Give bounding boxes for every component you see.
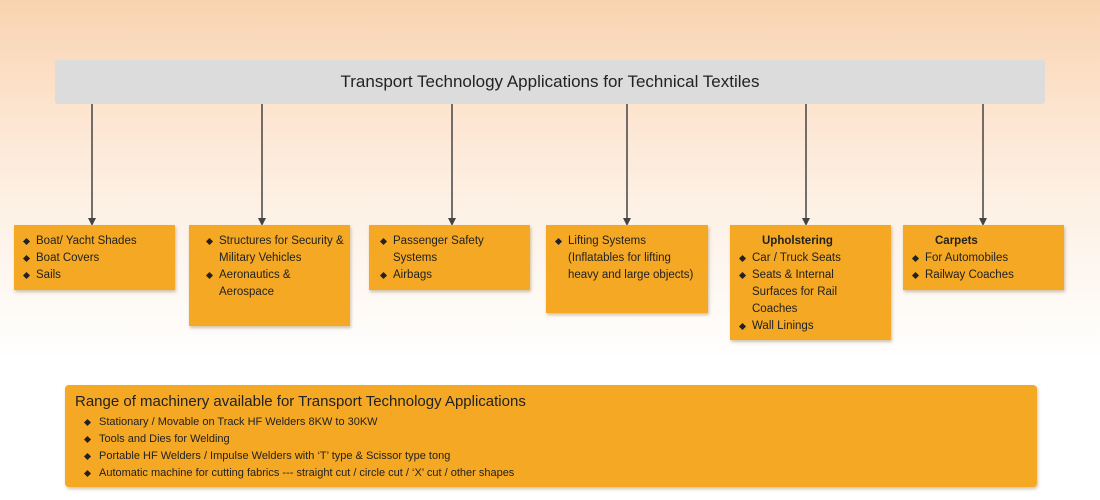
category-item: Railway Coaches [911,267,1056,284]
machinery-panel [65,385,1037,487]
category-item: Seats & Internal Surfaces for Rail Coaches [738,267,883,318]
category-list-passenger-safety [379,233,522,284]
category-box-passenger-safety [369,225,530,290]
category-item: Car / Truck Seats [738,250,883,267]
category-list-lifting [554,233,702,284]
category-item: Boat/ Yacht Shades [22,233,167,250]
category-box-lifting [546,225,708,313]
category-heading: Upholstering [762,235,833,247]
category-item: Aeronautics & Aerospace [205,267,344,301]
category-item: Lifting Systems (Inflatables for lifting heavy and large objects) [554,233,702,284]
category-box-upholstering [730,225,891,340]
diagram-title-text: Transport Technology Applications for Technical Textiles [340,72,760,91]
category-list-boats [22,233,167,284]
category-list-upholstering [738,250,883,335]
category-item: Wall Linings [738,318,883,335]
category-box-boats [14,225,175,290]
category-box-security [189,225,350,326]
category-heading: Carpets [935,235,978,247]
machinery-title: Range of machinery available for Transport Technology Applications [75,393,526,410]
machinery-item: Stationary / Movable on Track HF Welders 8KW to 30KW [75,414,1027,431]
machinery-item: Automatic machine for cutting fabrics --- straight cut / circle cut / ‘X’ cut / other shapes [75,465,1027,482]
category-list-carpets [911,250,1056,284]
machinery-list [75,414,1027,482]
category-item: Airbags [379,267,522,284]
category-item: Sails [22,267,167,284]
category-item: Structures for Security & Military Vehicles [205,233,344,267]
category-item: Passenger Safety Systems [379,233,522,267]
category-item: Boat Covers [22,250,167,267]
machinery-item: Tools and Dies for Welding [75,431,1027,448]
category-item: For Automobiles [911,250,1056,267]
machinery-item: Portable HF Welders / Impulse Welders with ‘T’ type & Scissor type tong [75,448,1027,465]
category-list-security [205,233,344,301]
category-box-carpets [903,225,1064,290]
